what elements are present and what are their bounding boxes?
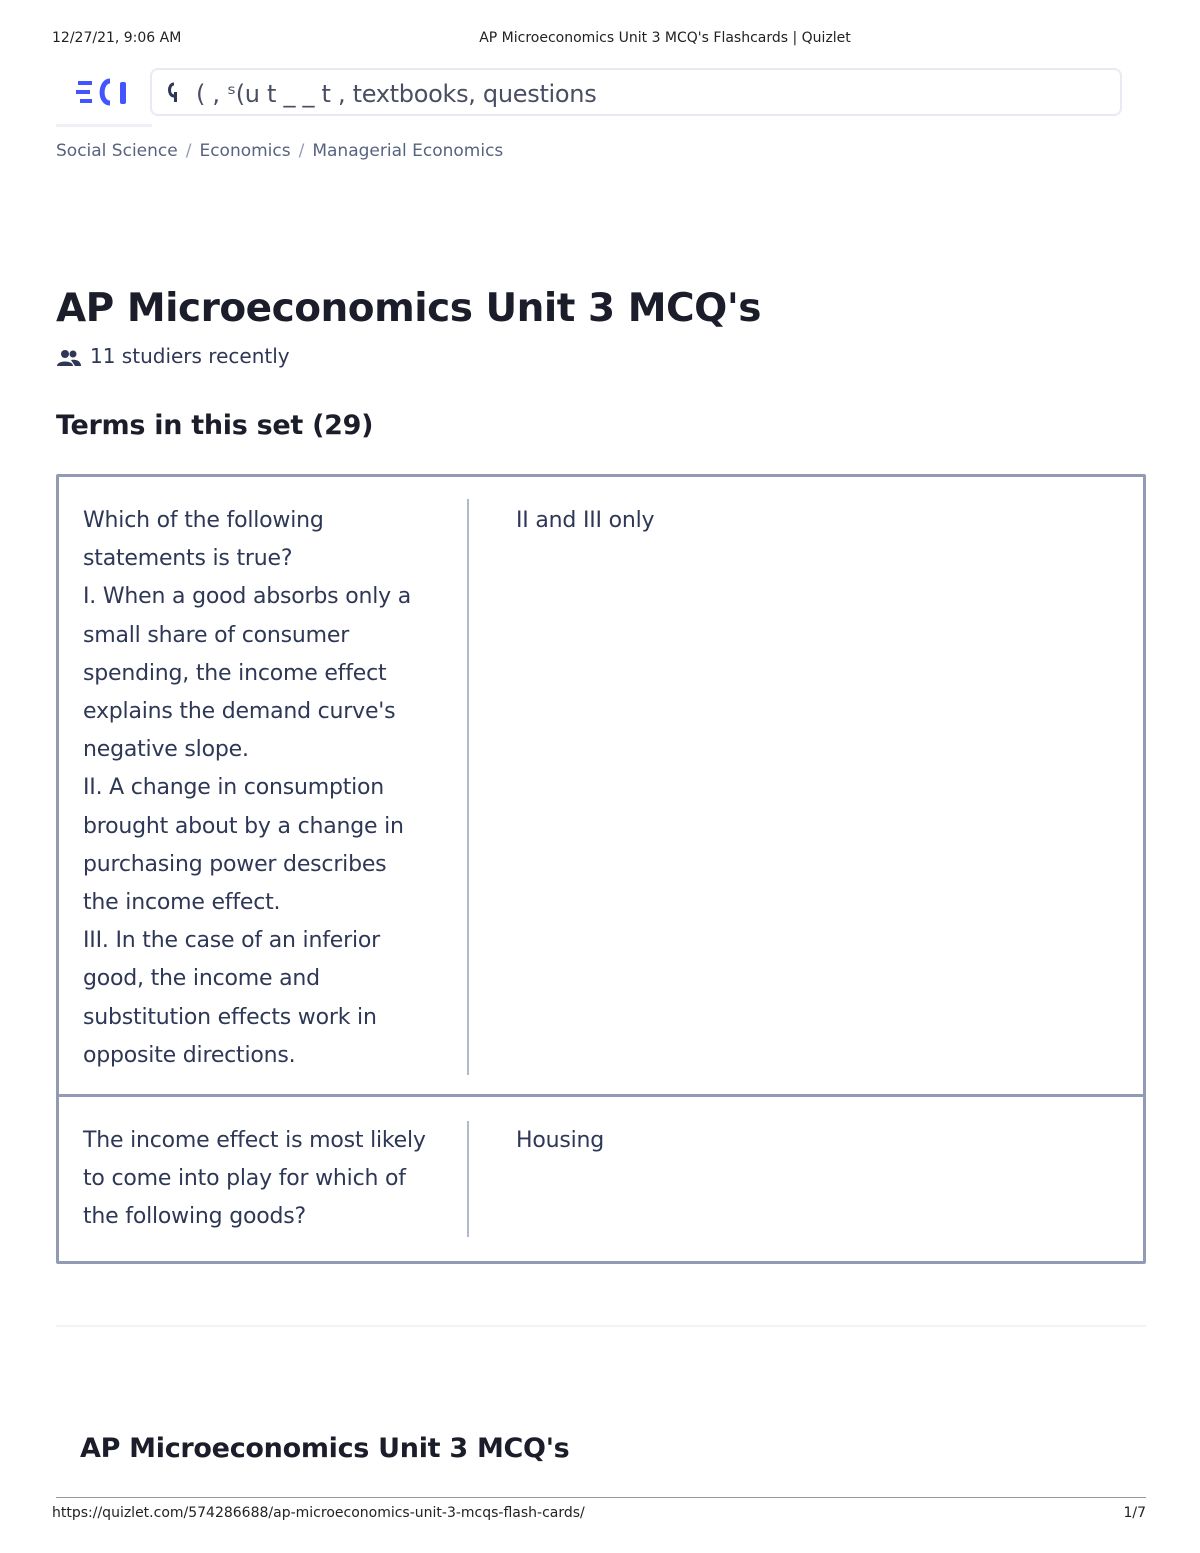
print-page-title: AP Microeconomics Unit 3 MCQ's Flashcards | Quizlet bbox=[479, 30, 851, 46]
quizlet-logo[interactable] bbox=[74, 76, 134, 108]
term-line: good, the income and bbox=[83, 966, 320, 992]
term-line: I. When a good absorbs only a bbox=[83, 584, 412, 610]
section-divider bbox=[56, 1325, 1146, 1327]
terms-heading: Terms in this set (29) bbox=[56, 410, 374, 441]
card-term bbox=[83, 1122, 433, 1237]
terms-list bbox=[56, 474, 1146, 1264]
related-set-title: AP Microeconomics Unit 3 MCQ's bbox=[80, 1433, 570, 1464]
people-icon bbox=[56, 348, 82, 366]
search-input-placeholder[interactable]: ( , ˢ(u t _ _ t , textbooks, questions bbox=[196, 80, 597, 108]
studiers-count: 11 studiers recently bbox=[90, 344, 290, 368]
breadcrumb-separator: / bbox=[185, 141, 192, 161]
term-line: explains the demand curve's bbox=[83, 699, 396, 725]
card-term bbox=[83, 502, 433, 1075]
breadcrumb-separator: / bbox=[298, 141, 305, 161]
card-divider bbox=[467, 499, 469, 1075]
term-line: opposite directions. bbox=[83, 1042, 296, 1068]
set-title: AP Microeconomics Unit 3 MCQ's bbox=[56, 286, 761, 331]
print-datetime: 12/27/21, 9:06 AM bbox=[52, 30, 182, 46]
card-definition: Housing bbox=[516, 1128, 605, 1153]
term-line: III. In the case of an inferior bbox=[83, 928, 380, 954]
breadcrumb-social-science[interactable]: Social Science bbox=[56, 141, 178, 161]
breadcrumb-economics[interactable]: Economics bbox=[199, 141, 291, 161]
search-bar[interactable] bbox=[150, 68, 1122, 116]
print-page-number: 1/7 bbox=[1123, 1505, 1146, 1521]
term-line: spending, the income effect bbox=[83, 660, 387, 686]
quizlet-logo-icon bbox=[74, 76, 134, 108]
search-icon bbox=[166, 82, 186, 104]
term-line: negative slope. bbox=[83, 737, 249, 763]
print-url: https://quizlet.com/574286688/ap-microeconomics-unit-3-mcqs-flash-cards/ bbox=[52, 1505, 585, 1521]
print-footer-line bbox=[56, 1497, 1146, 1498]
term-line: substitution effects work in bbox=[83, 1004, 377, 1030]
print-header bbox=[0, 30, 1200, 50]
term-line: statements is true? bbox=[83, 546, 293, 572]
breadcrumb bbox=[56, 141, 503, 161]
top-navigation-bar bbox=[56, 68, 1122, 118]
card-divider bbox=[467, 1121, 469, 1237]
term-line: the income effect. bbox=[83, 890, 281, 916]
term-card bbox=[59, 477, 1143, 1097]
term-line: Which of the following bbox=[83, 508, 324, 533]
term-line: small share of consumer bbox=[83, 622, 350, 648]
term-card bbox=[59, 1097, 1143, 1261]
print-footer bbox=[0, 1505, 1200, 1525]
term-line: II. A change in consumption bbox=[83, 775, 385, 801]
term-line: The income effect is most likely bbox=[83, 1128, 426, 1153]
term-line: purchasing power describes bbox=[83, 851, 387, 877]
breadcrumb-managerial-economics[interactable]: Managerial Economics bbox=[312, 141, 504, 161]
term-line: the following goods? bbox=[83, 1204, 306, 1230]
logo-underline bbox=[56, 124, 152, 127]
card-definition: II and III only bbox=[516, 508, 655, 533]
term-line: to come into play for which of bbox=[83, 1166, 406, 1192]
term-line: brought about by a change in bbox=[83, 813, 404, 839]
